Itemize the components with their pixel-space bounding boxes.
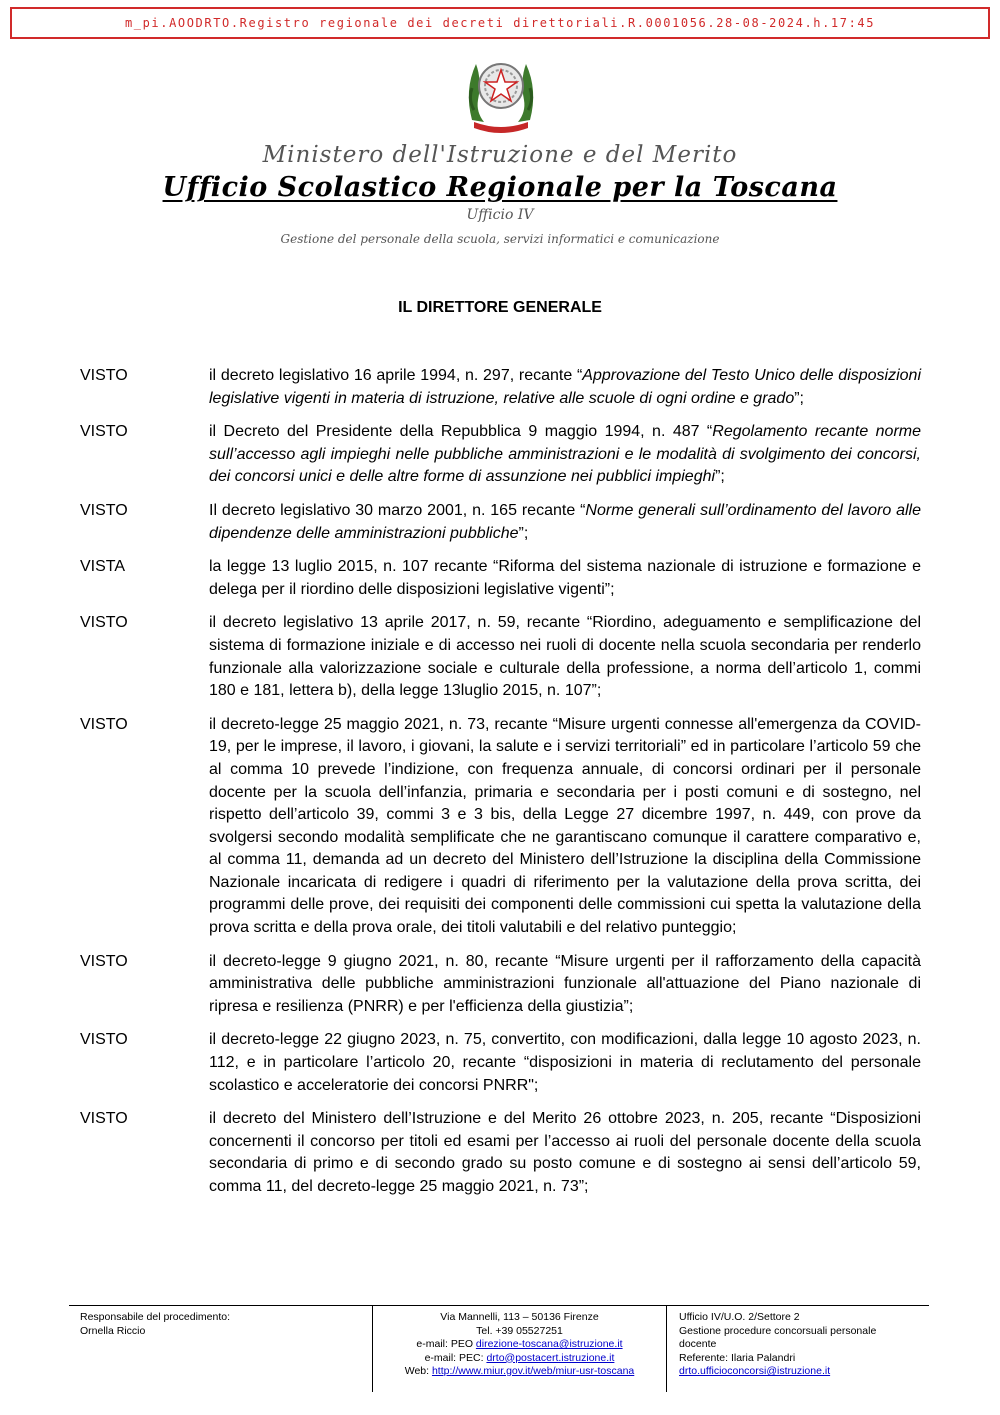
footer-web-line (373, 1365, 666, 1379)
preamble-text-part: ”; (715, 468, 725, 486)
preamble-text-part: ”; (794, 389, 804, 407)
preamble-entry (0, 365, 1000, 410)
preamble-text (209, 612, 921, 702)
preamble-keyword: VISTO (80, 715, 128, 733)
preamble-keyword: VISTO (80, 501, 128, 519)
preamble-text-part: il decreto legislativo 16 aprile 1994, n. 297, recante “ (209, 367, 583, 384)
footer-responsible-label: Responsabile del procedimento: (80, 1311, 231, 1323)
preamble-text-italic: Approvazione del Testo Unico delle disposizioni legislative vigenti in materia di istruzione, relative alle scuole di ogni ordine e grado (209, 367, 921, 407)
preamble-text (209, 951, 921, 1019)
preamble-entry (0, 556, 1000, 601)
preamble-text-part: il Decreto del Presidente della Repubblica 9 maggio 1994, n. 487 “ (209, 423, 713, 441)
footer-peo-label: e-mail: PEO (416, 1338, 476, 1350)
footer-peo-link[interactable]: direzione-toscana@istruzione.it (475, 1338, 623, 1350)
footer-office-email-link[interactable]: drto.ufficioconcorsi@istruzione.it (679, 1365, 831, 1377)
preamble-text (209, 1029, 921, 1097)
preamble-entry (0, 714, 1000, 940)
preamble-text (209, 714, 921, 940)
footer-pec-label: e-mail: PEC: (424, 1351, 487, 1364)
preamble-text-part: la legge 13 luglio 2015, n. 107 recante “Riforma del sistema nazionale di istruzione e formazione e delega per il riordino delle disposizioni legislative vigenti”; (209, 558, 921, 598)
preamble-entry (0, 612, 1000, 702)
preamble-text-part: il decreto legislativo 13 aprile 2017, n. 59, recante “Riordino, adeguamento e semplificazione del sistema di formazione iniziale e di accesso nei ruoli di docente nella scuola secondaria per renderlo funzionale alla valorizzazione sociale e culturale della professione, a norma dell’articolo 1, commi 180 e 181, lettera b), della legge 13luglio 2015, n. 107”; (209, 614, 921, 700)
footer-web-label: Web: (404, 1365, 432, 1377)
preamble-text-part: il decreto del Ministero dell’Istruzione e del Merito 26 ottobre 2023, n. 205, recante “Disposizioni concernenti il concorso per titoli ed esami per l’accesso ai ruoli del personale docente della scuola secondaria di primo e di secondo grado su posto comune e di sostegno ai sensi dell’articolo 59, comma 11, del decreto-legge 25 maggio 2021, n. 73”; (209, 1110, 921, 1195)
preamble-text (209, 1108, 921, 1198)
office-unit: Ufficio IV (466, 207, 534, 223)
page-footer (69, 1305, 929, 1392)
footer-pec-line (373, 1352, 666, 1366)
preamble-text-part: il decreto-legge 22 giugno 2023, n. 75, convertito, con modificazioni, dalla legge 10 agosto 2023, n. 112, e in particolare l’articolo 20, recante “disposizioni in materia di reclutamento del personale scolastico e acceleratorie dei concorsi PNRR"; (209, 1031, 921, 1094)
preamble-text-part: il decreto-legge 25 maggio 2021, n. 73, recante “Misure urgenti connesse all'emergenza da COVID-19, per le imprese, il lavoro, i giovani, la salute e i servizi territoriali” ed in particolare l’articolo 59 che al comma 10 prevede l’indizione, con frequenza annuale, di concorsi ordinari per il personale docente per la scuola dell’infanzia, primaria e secondaria per i posti comuni e di sostegno, nel rispetto dell’articolo 39, commi 3 e 3 bis, della Legge 27 dicembre 1997, n. 449, con prove da svolgersi secondo modalità semplificate che ne garantiscano comunque il carattere comparativo e, al comma 11, demanda ad un decreto del Ministero dell’Istruzione la disciplina della Commissione Nazionale incaricata di redigere i quadri di riferimento per la valutazione della prova scritta, dei programmi delle prove, dei requisiti dei componenti delle commissioni cui spetta la valutazione della prova scritta e della prova orale, dei titoli valutabili e del relativo punteggio; (209, 715, 921, 937)
ministry-name: Ministero dell'Istruzione e del Merito (262, 142, 738, 168)
preamble-text (209, 500, 921, 545)
preamble-keyword: VISTA (80, 558, 126, 576)
preamble-text-part: il decreto-legge 9 giugno 2021, n. 80, recante “Misure urgenti per il rafforzamento della capacità amministrativa delle pubbliche amministrazioni funzionale all'attuazione del Piano nazionale di ripresa e resilienza (PNRR) e per l'efficienza della giustizia”; (209, 952, 921, 1015)
preamble-list (0, 365, 1000, 1210)
footer-right (679, 1306, 919, 1392)
office-description: Gestione del personale della scuola, servizi informatici e comunicazione (280, 232, 720, 246)
footer-left (80, 1306, 370, 1392)
footer-tel: Tel. +39 05527251 (476, 1324, 563, 1337)
regional-office-name: Ufficio Scolastico Regionale per la Toscana (162, 172, 838, 203)
preamble-text-italic: Regolamento recante norme sull’accesso agli impieghi nelle pubbliche amministrazioni e le modalità di svolgimento dei concorsi, dei concorsi unici e delle altre forme di assunzione nei pubblici impieghi (209, 423, 922, 486)
footer-address: Via Mannelli, 113 – 50136 Firenze (440, 1311, 599, 1323)
preamble-keyword: VISTO (80, 1031, 128, 1049)
footer-office-desc-2: docente (679, 1338, 717, 1350)
preamble-keyword: VISTO (80, 367, 128, 384)
preamble-text-italic: Norme generali sull’ordinamento del lavoro alle dipendenze delle amministrazioni pubbliche (209, 501, 921, 542)
preamble-entry (0, 951, 1000, 1019)
preamble-entry (0, 1029, 1000, 1097)
footer-office-desc-1: Gestione procedure concorsuali personale (679, 1324, 877, 1337)
preamble-keyword: VISTO (80, 1110, 128, 1128)
preamble-text (209, 421, 921, 489)
preamble-keyword: VISTO (80, 423, 128, 441)
republic-emblem-icon (462, 50, 540, 136)
footer-referent: Referente: Ilaria Palandri (679, 1351, 796, 1364)
preamble-text-part: Il decreto legislativo 30 marzo 2001, n. 165 recante “ (209, 501, 586, 519)
footer-office-line: Ufficio IV/U.O. 2/Settore 2 (679, 1311, 800, 1323)
protocol-stamp: m_pi.AOODRTO.Registro regionale dei decreti direttoriali.R.0001056.28-08-2024.h.17:45 (10, 7, 990, 39)
preamble-text (209, 556, 921, 601)
preamble-entry (0, 500, 1000, 545)
preamble-entry (0, 421, 1000, 489)
preamble-text (209, 365, 921, 410)
preamble-keyword: VISTO (80, 614, 128, 632)
preamble-text-part: ”; (518, 524, 529, 542)
footer-pec-link[interactable]: drto@postacert.istruzione.it (486, 1351, 615, 1364)
footer-center (372, 1306, 667, 1392)
footer-responsible-name: Ornella Riccio (80, 1324, 146, 1337)
document-title: IL DIRETTORE GENERALE (398, 299, 602, 316)
preamble-keyword: VISTO (80, 952, 128, 970)
footer-peo-line (373, 1338, 666, 1352)
footer-web-link[interactable]: http://www.miur.gov.it/web/miur-usr-toscana (431, 1365, 635, 1377)
preamble-entry (0, 1108, 1000, 1198)
